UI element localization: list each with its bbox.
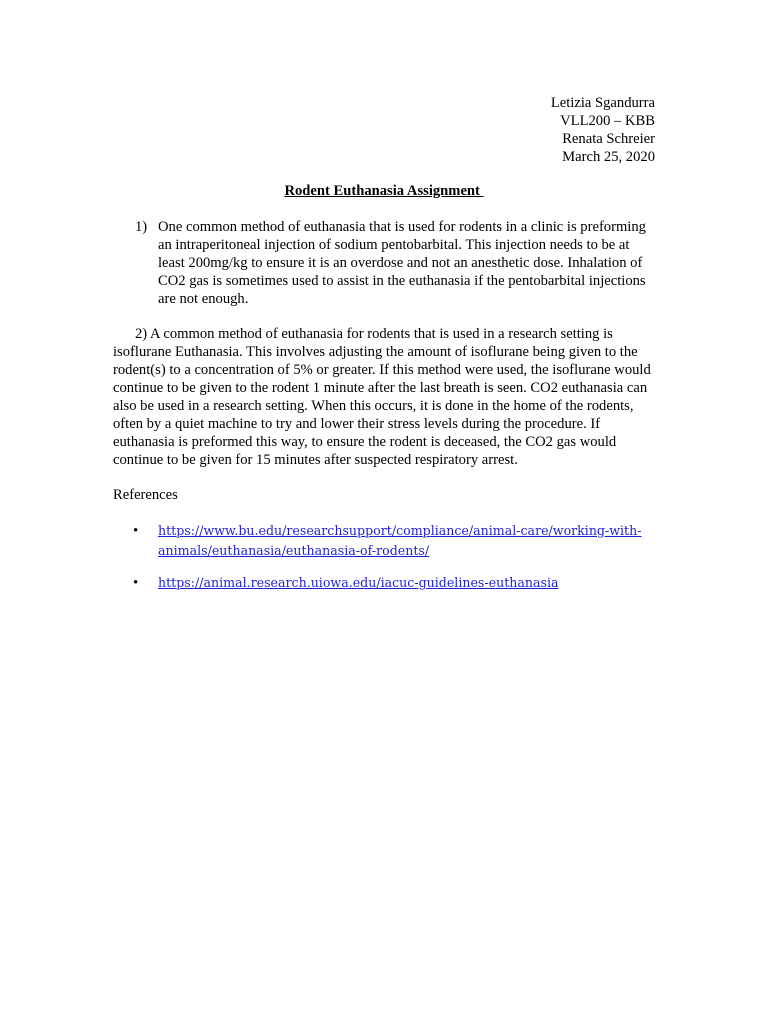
paragraph-two: 2) A common method of euthanasia for rodents that is used in a research setting is isoflurane Euthanasia. This involves adjusting the amount of isoflurane being given to the rodent(s) to a concentration of 5% or greater. If this method were used, the isoflurane would continue to be given to the rodent 1 minute after the last breath is seen. CO2 euthanasia can also be used in a research setting. When this occurs, it is done in the home of the rodents, often by a quiet machine to try and lower their stress levels during the procedure. If euthanasia is preformed this way, to ensure the rodent is deceased, the CO2 gas would continue to be given for 15 minutes after suspected respiratory arrest.	[113, 326, 651, 468]
reference-link-bu[interactable]: https://www.bu.edu/researchsupport/compliance/animal-care/working-with-animals/euthanasia/euthanasia-of-rodents/	[158, 523, 642, 558]
item-text: One common method of euthanasia that is used for rodents in a clinic is preforming an intraperitoneal injection of sodium pentobarbital. This injection needs to be at least 200mg/kg to ensure it is an overdose and not an anesthetic dose. Inhalation of CO2 gas is sometimes used to assist in the euthanasia if the pentobarbital injections are not enough.	[158, 219, 646, 307]
reference-item	[113, 521, 673, 561]
bullet-icon: •	[133, 575, 139, 591]
instructor-name: Renata Schreier	[562, 131, 655, 147]
item-number: 1)	[135, 219, 148, 235]
course-code: VLL200 – KBB	[560, 113, 655, 129]
reference-item	[113, 573, 673, 593]
bullet-icon: •	[133, 523, 139, 539]
reference-link-uiowa[interactable]: https://animal.research.uiowa.edu/iacuc-guidelines-euthanasia	[158, 575, 559, 590]
author-name: Letizia Sgandurra	[550, 95, 655, 111]
author-header	[551, 94, 655, 166]
document-date: March 25, 2020	[562, 149, 655, 165]
numbered-item-1	[113, 218, 655, 308]
document-title: Rodent Euthanasia Assignment	[284, 183, 484, 199]
references-heading: References	[113, 487, 178, 503]
references-list	[113, 521, 673, 605]
